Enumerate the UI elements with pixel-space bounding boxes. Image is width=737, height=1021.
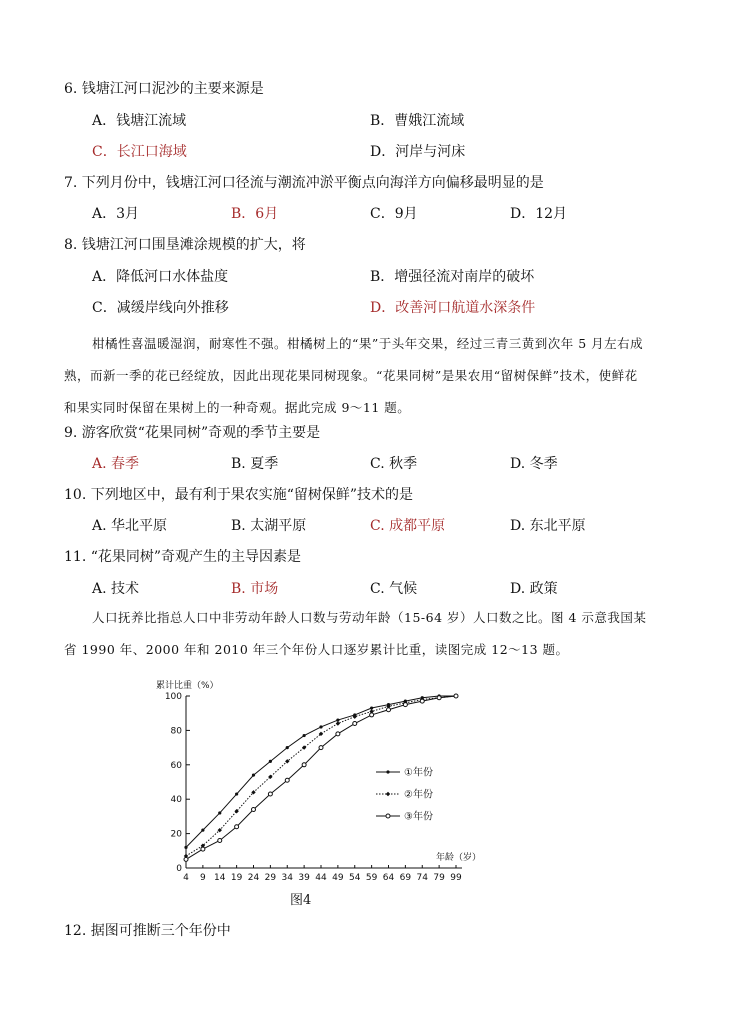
passage-citrus xyxy=(64,328,676,424)
x-tick-label: 4 xyxy=(183,873,189,882)
passage-citrus-line1: 柑橘性喜温暖湿润，耐寒性不强。柑橘树上的“果”于头年交果，经过三青三黄到次年 5 月左右成 xyxy=(92,336,644,351)
q10-option-a: A. 华北平原 xyxy=(92,518,168,534)
legend-marker-2 xyxy=(386,792,390,796)
series-1-point xyxy=(319,725,322,728)
series-3-point xyxy=(184,857,188,861)
x-tick-label: 19 xyxy=(230,873,243,882)
passage-dependency-line2: 省 1990 年、2000 年和 2010 年三个年份人口逐岁累计比重，读图完成 12～13 题。 xyxy=(64,642,569,657)
q8-option-d: D．改善河口航道水深条件 xyxy=(370,300,536,316)
q9-stem: 9. 游客欣赏“花果同树”奇观的季节主要是 xyxy=(64,425,321,441)
q10-stem: 10. 下列地区中，最有利于果农实施“留树保鲜”技术的是 xyxy=(64,487,414,503)
legend-label-3: ③年份 xyxy=(404,811,433,823)
series-1-point xyxy=(336,718,339,721)
series-2-point xyxy=(336,721,340,725)
chart-ylabel: 累计比重（%） xyxy=(156,681,219,691)
q7-option-a: A．3月 xyxy=(92,206,140,222)
series-1-point xyxy=(252,774,255,777)
q8-option-c: C．减缓岸线向外推移 xyxy=(92,300,229,316)
series-1-point xyxy=(201,829,204,832)
legend-marker-1 xyxy=(386,770,389,773)
series-1-point xyxy=(269,760,272,763)
q10-option-c: C. 成都平原 xyxy=(370,518,446,534)
x-tick-label: 14 xyxy=(214,873,226,882)
q7-option-b: B．6月 xyxy=(231,206,279,222)
chart-xlabel: 年龄（岁） xyxy=(436,853,482,863)
series-3-point xyxy=(403,703,407,707)
series-1-point xyxy=(235,792,238,795)
x-tick-label: 39 xyxy=(298,873,310,882)
passage-dependency xyxy=(64,602,676,666)
series-1-point xyxy=(218,811,221,814)
x-tick-label: 9 xyxy=(200,873,206,882)
q8-option-b: B．增强径流对南岸的破坏 xyxy=(370,269,535,285)
q7-stem: 7. 下列月份中，钱塘江河口径流与潮流冲淤平衡点向海洋方向偏移最明显的是 xyxy=(64,175,544,191)
series-3-point xyxy=(319,746,323,750)
q11-option-a: A. 技术 xyxy=(92,581,140,597)
x-tick-label: 34 xyxy=(281,873,293,882)
y-tick-label: 80 xyxy=(170,726,182,737)
series-3-point xyxy=(252,808,256,812)
series-3-point xyxy=(218,838,222,842)
y-tick-label: 0 xyxy=(176,864,182,874)
q11-option-c: C. 气候 xyxy=(370,581,418,597)
series-1-point xyxy=(286,746,289,749)
q8-stem: 8. 钱塘江河口围垦滩涂规模的扩大，将 xyxy=(64,237,306,253)
q9-option-d: D. 冬季 xyxy=(510,456,558,472)
y-tick-label: 100 xyxy=(164,692,182,702)
q6-option-b: B．曹娥江流域 xyxy=(370,113,465,129)
series-2-point xyxy=(218,828,222,832)
series-3-point xyxy=(268,792,272,796)
q7-option-d: D．12月 xyxy=(510,206,568,222)
y-tick-label: 20 xyxy=(170,829,182,840)
x-tick-label: 44 xyxy=(315,873,327,882)
cumulative-proportion-chart xyxy=(150,676,490,882)
q6-option-c: C．长江口海域 xyxy=(92,144,187,160)
q11-option-d: D. 政策 xyxy=(510,581,558,597)
q12-stem: 12. 据图可推断三个年份中 xyxy=(64,923,231,939)
passage-citrus-line3: 和果实同时保留在果树上的一种奇观。据此完成 9～11 题。 xyxy=(64,400,411,415)
figure-caption: 图4 xyxy=(290,893,312,908)
q9-option-a: A. 春季 xyxy=(92,456,140,472)
x-tick-label: 54 xyxy=(349,873,361,882)
x-tick-label: 99 xyxy=(450,873,462,882)
legend-label-1: ①年份 xyxy=(404,767,433,779)
series-1-point xyxy=(303,734,306,737)
q10-option-b: B. 太湖平原 xyxy=(231,518,307,534)
series-3-point xyxy=(201,847,205,851)
x-tick-label: 74 xyxy=(416,873,428,882)
q8-option-a: A．降低河口水体盐度 xyxy=(92,269,229,285)
q9-option-b: B. 夏季 xyxy=(231,456,279,472)
q6-stem: 6. 钱塘江河口泥沙的主要来源是 xyxy=(64,81,264,97)
series-1-point xyxy=(184,846,187,849)
q9-option-c: C. 秋季 xyxy=(370,456,418,472)
q7-option-c: C．9月 xyxy=(370,206,418,222)
series-3-point xyxy=(302,763,306,767)
x-tick-label: 29 xyxy=(264,873,277,882)
x-tick-label: 59 xyxy=(365,873,378,882)
series-3-point xyxy=(285,778,289,782)
series-3-point xyxy=(454,694,458,698)
x-tick-label: 79 xyxy=(433,873,445,882)
x-tick-label: 64 xyxy=(382,873,395,882)
series-3-point xyxy=(336,732,340,736)
x-tick-label: 69 xyxy=(399,873,412,882)
series-3-point xyxy=(437,696,441,700)
passage-citrus-line2: 熟，而新一季的花已经绽放，因此出现花果同树现象。“花果同树”是果农用“留树保鲜”技术，使鲜花 xyxy=(64,368,638,383)
q11-stem: 11. “花果同树”奇观产生的主导因素是 xyxy=(64,549,302,565)
series-3-point xyxy=(387,708,391,712)
legend-marker-3 xyxy=(386,814,390,818)
series-3-point xyxy=(235,825,239,829)
series-3-point xyxy=(370,713,374,717)
x-tick-label: 24 xyxy=(247,873,260,882)
q11-option-b: B. 市场 xyxy=(231,581,279,597)
series-3-point xyxy=(420,699,424,703)
series-1-point xyxy=(370,706,373,709)
q6-option-a: A．钱塘江流域 xyxy=(92,113,187,129)
y-tick-label: 60 xyxy=(170,760,182,771)
series-3-point xyxy=(353,722,357,726)
y-tick-label: 40 xyxy=(170,795,182,806)
q6-option-d: D．河岸与河床 xyxy=(370,144,466,160)
q10-option-d: D. 东北平原 xyxy=(510,518,586,534)
x-tick-label: 49 xyxy=(332,873,344,882)
legend-label-2: ②年份 xyxy=(404,789,433,801)
passage-dependency-line1: 人口抚养比指总人口中非劳动年龄人口数与劳动年龄（15-64 岁）人口数之比。图 4 示意我国某 xyxy=(92,610,647,625)
